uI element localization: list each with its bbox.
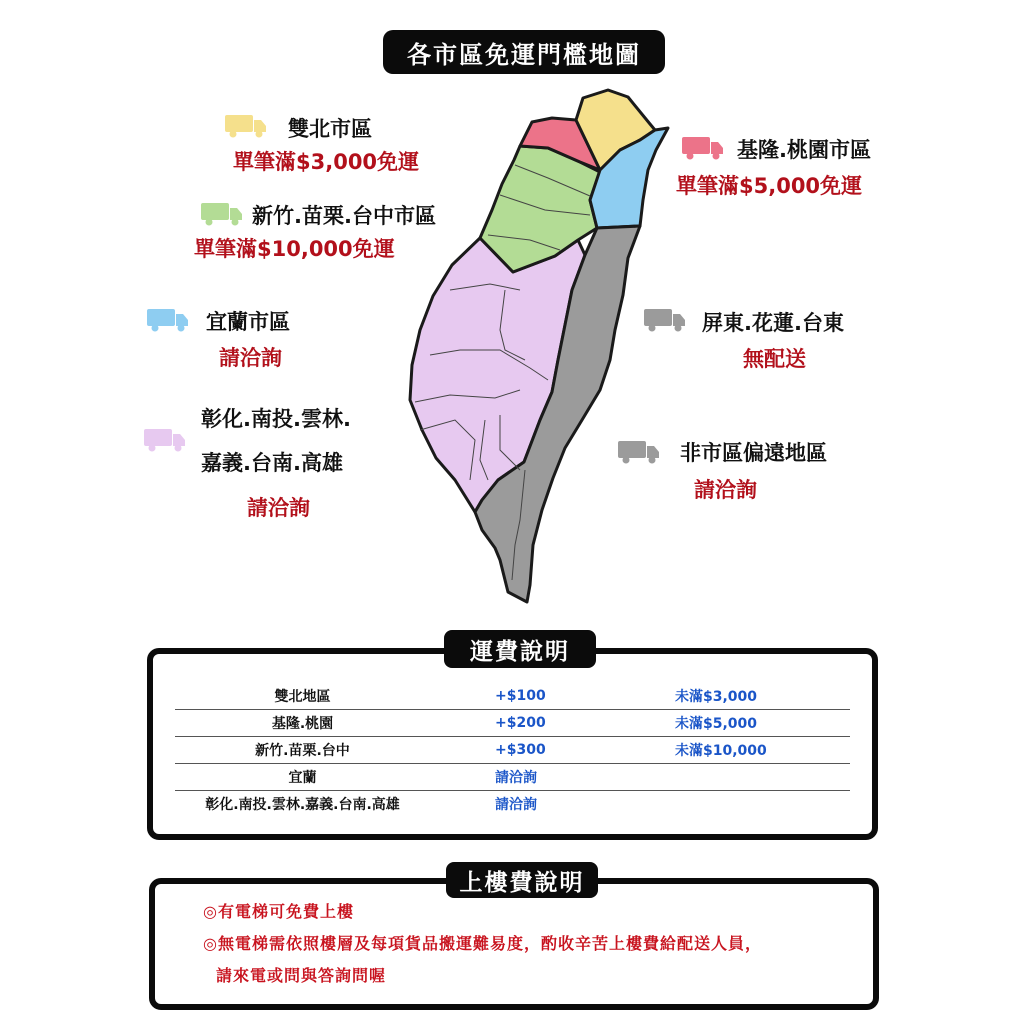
truck-icon-keelung <box>682 136 724 160</box>
truck-icon-remote <box>618 440 660 464</box>
truck-icon-taipei <box>225 114 267 138</box>
fee-cell-cond: 未滿$3,000 <box>675 683 850 710</box>
fee-cell-cond: 未滿$10,000 <box>675 737 850 764</box>
legend-note-east: 無配送 <box>743 347 806 371</box>
table-row <box>175 683 850 710</box>
stairs-line-2: ◎無電梯需依照樓層及每項貨品搬運難易度，酌收辛苦上樓費給配送人員， <box>203 934 762 953</box>
table-row <box>175 791 850 818</box>
stairs-title: 上樓費說明 <box>446 862 598 898</box>
truck-icon-south <box>144 428 186 452</box>
fee-cell-area: 基隆.桃園 <box>175 710 430 737</box>
fee-cell-cond <box>675 764 850 791</box>
fee-cell-fee: 請洽詢 <box>430 764 675 791</box>
fee-cell-area: 宜蘭 <box>175 764 430 791</box>
legend-note-remote: 請洽詢 <box>694 478 757 502</box>
legend-name-south-line2: 嘉義.台南.高雄 <box>201 451 343 475</box>
legend-name-remote: 非市區偏遠地區 <box>680 441 827 465</box>
table-row <box>175 737 850 764</box>
legend-note-yilan: 請洽詢 <box>219 346 282 370</box>
legend-name-south-line1: 彰化.南投.雲林. <box>201 407 351 431</box>
table-row <box>175 710 850 737</box>
truck-icon-east <box>644 308 686 332</box>
legend-name-keelung: 基隆.桃園市區 <box>737 138 871 162</box>
shipping-title: 運費說明 <box>444 630 596 668</box>
legend-note-south: 請洽詢 <box>247 496 310 520</box>
legend-name-yilan: 宜蘭市區 <box>206 310 290 334</box>
table-row <box>175 764 850 791</box>
stairs-line-3: 請來電或問與答詢問喔 <box>216 966 387 985</box>
fee-cell-fee: +$100 <box>430 683 675 710</box>
legend-note-central: 單筆滿$10,000免運 <box>194 237 395 261</box>
fee-cell-area: 彰化.南投.雲林.嘉義.台南.高雄 <box>205 797 400 813</box>
fee-cell-cond <box>675 791 850 818</box>
legend-note-taipei: 單筆滿$3,000免運 <box>233 150 420 174</box>
truck-icon-central <box>201 202 243 226</box>
fee-cell-fee: 請洽詢 <box>495 797 537 813</box>
truck-icon-yilan <box>147 308 189 332</box>
legend-note-keelung: 單筆滿$5,000免運 <box>676 174 863 198</box>
fee-cell-area: 雙北地區 <box>175 683 430 710</box>
fee-cell-fee: +$300 <box>430 737 675 764</box>
fee-cell-fee: +$200 <box>430 710 675 737</box>
legend-name-central: 新竹.苗栗.台中市區 <box>252 204 436 228</box>
page-title: 各市區免運門檻地圖 <box>383 30 665 74</box>
legend-name-east: 屏東.花蓮.台東 <box>702 311 844 335</box>
stairs-line-1: ◎有電梯可免費上樓 <box>203 902 354 921</box>
legend-name-taipei: 雙北市區 <box>288 117 372 141</box>
fee-cell-area: 新竹.苗栗.台中 <box>175 737 430 764</box>
fee-cell-cond: 未滿$5,000 <box>675 710 850 737</box>
shipping-table <box>175 683 850 817</box>
